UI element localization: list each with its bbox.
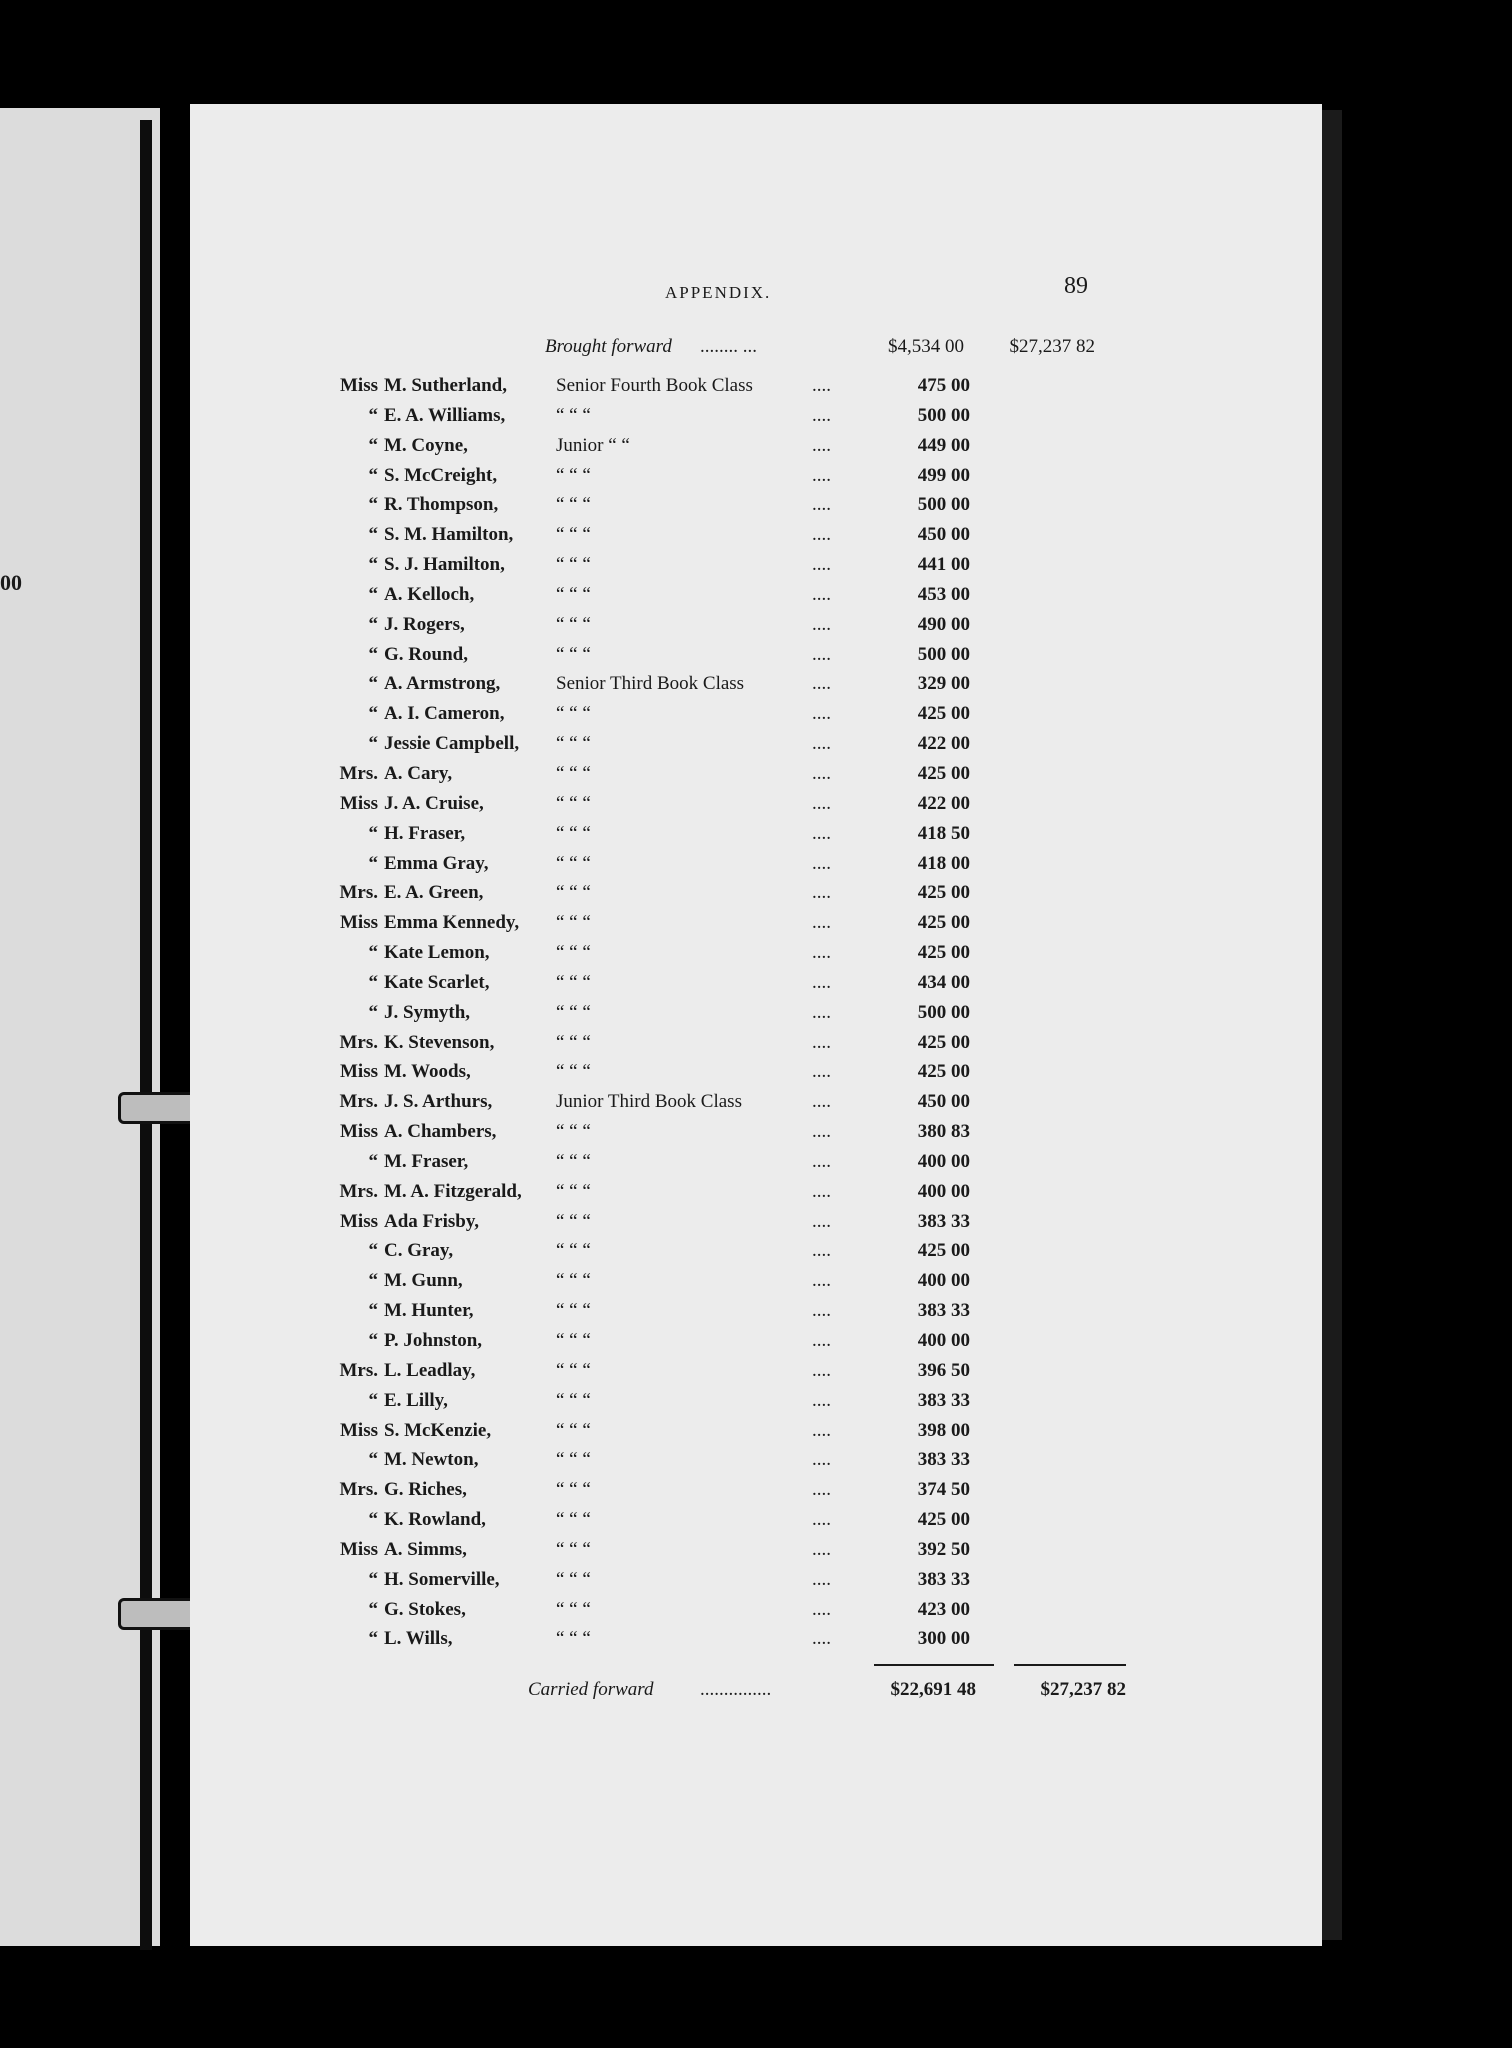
- entry-amount: 425 00: [917, 1031, 970, 1053]
- leader-dots: ....: [812, 882, 831, 904]
- entry-name: E. A. Williams,: [384, 404, 506, 426]
- entry-name: R. Thompson,: [384, 494, 499, 516]
- entry-name: M. Sutherland,: [384, 375, 507, 396]
- entry-title: Miss: [340, 1061, 378, 1083]
- leader-dots: ....: [812, 1538, 831, 1560]
- leader-dots: ........ ...: [700, 336, 757, 357]
- leader-dots: ....: [812, 1031, 831, 1053]
- entry-class: “ “ “: [556, 1180, 591, 1202]
- entry-amount: 383 33: [917, 1210, 970, 1232]
- entry-amount: 300 00: [917, 1628, 970, 1650]
- leader-dots: ....: [812, 1300, 831, 1322]
- carried-forward-total: $27,237 82: [1040, 1679, 1126, 1700]
- entry-name: A. I. Cameron,: [384, 703, 505, 725]
- list-item: [0, 433, 1512, 463]
- entry-name: P. Johnston,: [384, 1330, 483, 1351]
- list-item: [0, 1418, 1512, 1448]
- leader-dots: ....: [812, 1479, 831, 1501]
- list-item: [0, 642, 1512, 672]
- leader-dots: ....: [812, 703, 831, 725]
- entry-title: “: [368, 733, 378, 755]
- entry-class: “ “ “: [556, 703, 591, 725]
- entry-class: “ “ “: [556, 554, 591, 576]
- entry-name: E. Lilly,: [384, 1389, 448, 1411]
- page-header: APPENDIX.: [665, 283, 772, 302]
- entry-class: “ “ “: [556, 1240, 591, 1262]
- entry-class: “ “ “: [556, 822, 591, 844]
- list-item: [0, 940, 1512, 970]
- entry-name: S. M. Hamilton,: [384, 524, 514, 546]
- entry-name: Emma Gray,: [384, 852, 489, 874]
- entry-amount: 400 00: [917, 1270, 970, 1292]
- list-item: [0, 552, 1512, 582]
- entry-name: J. Rogers,: [384, 613, 465, 635]
- entry-name: G. Riches,: [384, 1479, 467, 1501]
- entry-class: “ “ “: [556, 1150, 591, 1172]
- entry-amount: 400 00: [917, 1330, 970, 1351]
- entry-title: “: [368, 1240, 378, 1262]
- leader-dots: ....: [812, 494, 831, 516]
- list-item: [0, 1626, 1512, 1656]
- entry-amount: 383 33: [917, 1389, 970, 1411]
- entry-title: “: [368, 1598, 378, 1620]
- leader-dots: ....: [812, 762, 831, 784]
- leader-dots: ....: [812, 942, 831, 964]
- list-item: [0, 1388, 1512, 1418]
- leader-dots: ....: [812, 434, 831, 456]
- leader-dots: ....: [812, 1419, 831, 1441]
- list-item: [0, 731, 1512, 761]
- entry-name: H. Fraser,: [384, 822, 466, 844]
- entry-title: “: [368, 703, 378, 725]
- list-item: [0, 1537, 1512, 1567]
- entry-name: L. Leadlay,: [384, 1359, 476, 1381]
- entry-name: Jessie Campbell,: [384, 733, 520, 755]
- entry-amount: 449 00: [917, 434, 970, 456]
- entry-title: “: [368, 1330, 378, 1351]
- entry-amount: 425 00: [917, 703, 970, 725]
- entry-title: “: [368, 1270, 378, 1292]
- entry-amount: 425 00: [917, 882, 970, 904]
- list-item: [0, 463, 1512, 493]
- leader-dots: ....: [812, 1628, 831, 1650]
- entry-title: “: [368, 942, 378, 964]
- entry-amount: 434 00: [917, 971, 970, 993]
- entry-amount: 329 00: [917, 673, 970, 695]
- leader-dots: ....: [812, 1359, 831, 1381]
- entry-amount: 425 00: [917, 912, 970, 934]
- leader-dots: ....: [812, 1389, 831, 1411]
- entry-amount: 422 00: [917, 733, 970, 755]
- leader-dots: ....: [812, 792, 831, 814]
- list-item: [0, 880, 1512, 910]
- entry-amount: 418 50: [917, 822, 970, 844]
- leader-dots: ....: [812, 733, 831, 755]
- entry-class: “ “ “: [556, 1300, 591, 1322]
- entry-title: Mrs.: [339, 762, 378, 784]
- list-item: [0, 1328, 1512, 1358]
- leader-dots: ....: [812, 971, 831, 993]
- entry-title: Miss: [340, 1210, 378, 1232]
- entry-name: H. Somerville,: [384, 1568, 500, 1590]
- entry-class: “ “ “: [556, 1330, 591, 1351]
- entry-amount: 400 00: [917, 1150, 970, 1172]
- leader-dots: ....: [812, 1330, 831, 1351]
- entry-title: Mrs.: [339, 1479, 378, 1501]
- leader-dots: ....: [812, 1568, 831, 1590]
- sum-rule: [874, 1664, 994, 1666]
- entry-title: Miss: [340, 1121, 378, 1143]
- entry-name: M. Gunn,: [384, 1270, 463, 1292]
- entry-title: “: [368, 1300, 378, 1322]
- entry-class: “ “ “: [556, 464, 591, 486]
- entry-title: “: [368, 554, 378, 576]
- entry-amount: 418 00: [917, 852, 970, 874]
- entry-name: A. Armstrong,: [384, 673, 501, 695]
- salary-list: [0, 373, 1512, 1656]
- list-item: [0, 761, 1512, 791]
- list-item: [0, 1597, 1512, 1627]
- list-item: [0, 851, 1512, 881]
- entry-amount: 374 50: [917, 1479, 970, 1501]
- leader-dots: ....: [812, 613, 831, 635]
- entry-amount: 499 00: [917, 464, 970, 486]
- leader-dots: ....: [812, 583, 831, 605]
- entry-title: “: [368, 822, 378, 844]
- entry-amount: 392 50: [917, 1538, 970, 1560]
- entry-class: “ “ “: [556, 613, 591, 635]
- leader-dots: ....: [812, 1449, 831, 1471]
- entry-name: K. Stevenson,: [384, 1031, 495, 1053]
- leader-dots: ...............: [700, 1679, 772, 1700]
- entry-class: “ “ “: [556, 762, 591, 784]
- entry-name: L. Wills,: [384, 1628, 453, 1650]
- left-page-fragment: 00: [0, 570, 22, 595]
- entry-class: Senior Fourth Book Class: [556, 375, 753, 396]
- leader-dots: ....: [812, 375, 831, 396]
- list-item: [0, 821, 1512, 851]
- entry-class: “ “ “: [556, 971, 591, 993]
- entry-class: “ “ “: [556, 643, 591, 665]
- list-item: [0, 1119, 1512, 1149]
- list-item: [0, 403, 1512, 433]
- entry-title: Miss: [340, 792, 378, 814]
- entry-amount: 425 00: [917, 942, 970, 964]
- entry-title: Miss: [340, 912, 378, 934]
- entry-class: “ “ “: [556, 1538, 591, 1560]
- entry-name: K. Rowland,: [384, 1509, 486, 1531]
- list-item: [0, 1567, 1512, 1597]
- brought-forward-row: [0, 336, 1512, 366]
- leader-dots: ....: [812, 1121, 831, 1143]
- entry-name: Emma Kennedy,: [384, 912, 520, 934]
- list-item: [0, 1209, 1512, 1239]
- entry-title: “: [368, 613, 378, 635]
- entry-amount: 396 50: [917, 1359, 970, 1381]
- entry-class: Junior “ “: [556, 434, 630, 456]
- list-item: [0, 1179, 1512, 1209]
- entry-class: “ “ “: [556, 1479, 591, 1501]
- entry-class: “ “ “: [556, 1270, 591, 1292]
- leader-dots: ....: [812, 643, 831, 665]
- entry-name: Kate Lemon,: [384, 942, 490, 964]
- entry-title: “: [368, 434, 378, 456]
- entry-class: “ “ “: [556, 912, 591, 934]
- entry-name: M. Fraser,: [384, 1150, 469, 1172]
- entry-amount: 500 00: [917, 404, 970, 426]
- entry-title: “: [368, 1568, 378, 1590]
- entry-amount: 425 00: [917, 1240, 970, 1262]
- entry-amount: 500 00: [917, 643, 970, 665]
- entry-name: S. J. Hamilton,: [384, 554, 505, 576]
- entry-amount: 490 00: [917, 613, 970, 635]
- entry-amount: 383 33: [917, 1449, 970, 1471]
- entry-amount: 500 00: [917, 1001, 970, 1023]
- leader-dots: ....: [812, 1180, 831, 1202]
- entry-name: A. Cary,: [384, 762, 453, 784]
- entry-name: M. Newton,: [384, 1449, 479, 1471]
- leader-dots: ....: [812, 1210, 831, 1232]
- entry-class: “ “ “: [556, 1509, 591, 1531]
- entry-class: “ “ “: [556, 1031, 591, 1053]
- list-item: [0, 1000, 1512, 1030]
- entry-class: Senior Third Book Class: [556, 673, 745, 695]
- brought-forward-amount: $4,534 00: [888, 336, 964, 357]
- sum-rule: [1014, 1664, 1126, 1666]
- entry-name: E. A. Green,: [384, 882, 484, 904]
- entry-title: “: [368, 673, 378, 695]
- entry-amount: 383 33: [917, 1300, 970, 1322]
- entry-amount: 500 00: [917, 494, 970, 516]
- list-item: [0, 1059, 1512, 1089]
- entry-title: “: [368, 643, 378, 665]
- entry-class: “ “ “: [556, 792, 591, 814]
- entry-class: “ “ “: [556, 404, 591, 426]
- entry-title: Mrs.: [339, 1091, 378, 1113]
- leader-dots: ....: [812, 1150, 831, 1172]
- list-item: [0, 522, 1512, 552]
- entry-amount: 425 00: [917, 1509, 970, 1531]
- entry-name: C. Gray,: [384, 1240, 454, 1262]
- leader-dots: ....: [812, 852, 831, 874]
- entry-name: Ada Frisby,: [384, 1210, 480, 1232]
- list-item: [0, 492, 1512, 522]
- leader-dots: ....: [812, 464, 831, 486]
- entry-title: Miss: [340, 1538, 378, 1560]
- brought-forward-label: Brought forward: [545, 336, 672, 357]
- list-item: [0, 671, 1512, 701]
- entry-name: J. A. Cruise,: [384, 792, 484, 814]
- entry-class: “ “ “: [556, 1001, 591, 1023]
- entry-class: “ “ “: [556, 1628, 591, 1650]
- entry-title: “: [368, 1150, 378, 1172]
- list-item: [0, 1089, 1512, 1119]
- entry-title: “: [368, 1628, 378, 1650]
- entry-name: Kate Scarlet,: [384, 971, 490, 993]
- entry-amount: 425 00: [917, 1061, 970, 1083]
- list-item: [0, 1268, 1512, 1298]
- entry-name: S. McCreight,: [384, 464, 498, 486]
- entry-title: Mrs.: [339, 882, 378, 904]
- page-number: 89: [1064, 273, 1088, 299]
- entry-title: “: [368, 971, 378, 993]
- entry-class: Junior Third Book Class: [556, 1091, 742, 1113]
- entry-amount: 383 33: [917, 1568, 970, 1590]
- list-item: [0, 791, 1512, 821]
- leader-dots: ....: [812, 1001, 831, 1023]
- entry-title: “: [368, 1001, 378, 1023]
- entry-amount: 380 83: [917, 1121, 970, 1143]
- list-item: [0, 970, 1512, 1000]
- entry-class: “ “ “: [556, 1449, 591, 1471]
- entry-class: “ “ “: [556, 1210, 591, 1232]
- list-item: [0, 1030, 1512, 1060]
- entry-name: G. Round,: [384, 643, 468, 665]
- entry-title: “: [368, 404, 378, 426]
- entry-name: M. Hunter,: [384, 1300, 474, 1322]
- entry-title: “: [368, 1389, 378, 1411]
- entry-title: “: [368, 852, 378, 874]
- list-item: [0, 373, 1512, 403]
- entry-class: “ “ “: [556, 733, 591, 755]
- list-item: [0, 582, 1512, 612]
- entry-name: A. Chambers,: [384, 1121, 497, 1143]
- leader-dots: ....: [812, 1061, 831, 1083]
- entry-name: A. Simms,: [384, 1538, 467, 1560]
- leader-dots: ....: [812, 524, 831, 546]
- brought-forward-total: $27,237 82: [1009, 336, 1095, 357]
- entry-amount: 450 00: [917, 524, 970, 546]
- entry-name: G. Stokes,: [384, 1598, 466, 1620]
- entry-amount: 425 00: [917, 762, 970, 784]
- list-item: [0, 701, 1512, 731]
- entry-title: Mrs.: [339, 1180, 378, 1202]
- entry-class: “ “ “: [556, 1568, 591, 1590]
- list-item: [0, 1298, 1512, 1328]
- entry-amount: 441 00: [917, 554, 970, 576]
- carried-forward-amount: $22,691 48: [890, 1679, 976, 1700]
- entry-class: “ “ “: [556, 583, 591, 605]
- leader-dots: ....: [812, 912, 831, 934]
- entry-name: M. Woods,: [384, 1061, 471, 1083]
- entry-title: “: [368, 583, 378, 605]
- list-item: [0, 1238, 1512, 1268]
- entry-name: J. S. Arthurs,: [384, 1091, 493, 1113]
- list-item: [0, 1477, 1512, 1507]
- leader-dots: ....: [812, 1509, 831, 1531]
- entry-title: “: [368, 464, 378, 486]
- leader-dots: ....: [812, 1240, 831, 1262]
- entry-title: Mrs.: [339, 1359, 378, 1381]
- entry-class: “ “ “: [556, 1419, 591, 1441]
- entry-class: “ “ “: [556, 882, 591, 904]
- entry-title: “: [368, 524, 378, 546]
- list-item: [0, 1149, 1512, 1179]
- list-item: [0, 1358, 1512, 1388]
- entry-amount: 475 00: [917, 375, 970, 396]
- leader-dots: ....: [812, 404, 831, 426]
- entry-class: “ “ “: [556, 942, 591, 964]
- leader-dots: ....: [812, 673, 831, 695]
- entry-class: “ “ “: [556, 494, 591, 516]
- entry-amount: 423 00: [917, 1598, 970, 1620]
- leader-dots: ....: [812, 1270, 831, 1292]
- entry-title: “: [368, 494, 378, 516]
- list-item: [0, 910, 1512, 940]
- list-item: [0, 1447, 1512, 1477]
- entry-title: Mrs.: [339, 1031, 378, 1053]
- list-item: [0, 1507, 1512, 1537]
- entry-name: J. Symyth,: [384, 1001, 471, 1023]
- entry-amount: 400 00: [917, 1180, 970, 1202]
- entry-title: “: [368, 1449, 378, 1471]
- entry-class: “ “ “: [556, 1121, 591, 1143]
- entry-amount: 453 00: [917, 583, 970, 605]
- entry-class: “ “ “: [556, 1389, 591, 1411]
- entry-title: “: [368, 1509, 378, 1531]
- entry-amount: 422 00: [917, 792, 970, 814]
- entry-class: “ “ “: [556, 524, 591, 546]
- entry-amount: 398 00: [917, 1419, 970, 1441]
- entry-name: M. A. Fitzgerald,: [384, 1180, 522, 1202]
- list-item: [0, 612, 1512, 642]
- entry-title: Miss: [340, 375, 378, 396]
- leader-dots: ....: [812, 1091, 831, 1113]
- entry-name: M. Coyne,: [384, 434, 468, 456]
- entry-class: “ “ “: [556, 1061, 591, 1083]
- leader-dots: ....: [812, 1598, 831, 1620]
- leader-dots: ....: [812, 822, 831, 844]
- entry-amount: 450 00: [917, 1091, 970, 1113]
- carried-forward-label: Carried forward: [528, 1679, 654, 1700]
- leader-dots: ....: [812, 554, 831, 576]
- entry-title: Miss: [340, 1419, 378, 1441]
- entry-name: S. McKenzie,: [384, 1419, 492, 1441]
- entry-class: “ “ “: [556, 852, 591, 874]
- entry-class: “ “ “: [556, 1359, 591, 1381]
- entry-class: “ “ “: [556, 1598, 591, 1620]
- entry-name: A. Kelloch,: [384, 583, 475, 605]
- carried-forward-row: [0, 1679, 1512, 1709]
